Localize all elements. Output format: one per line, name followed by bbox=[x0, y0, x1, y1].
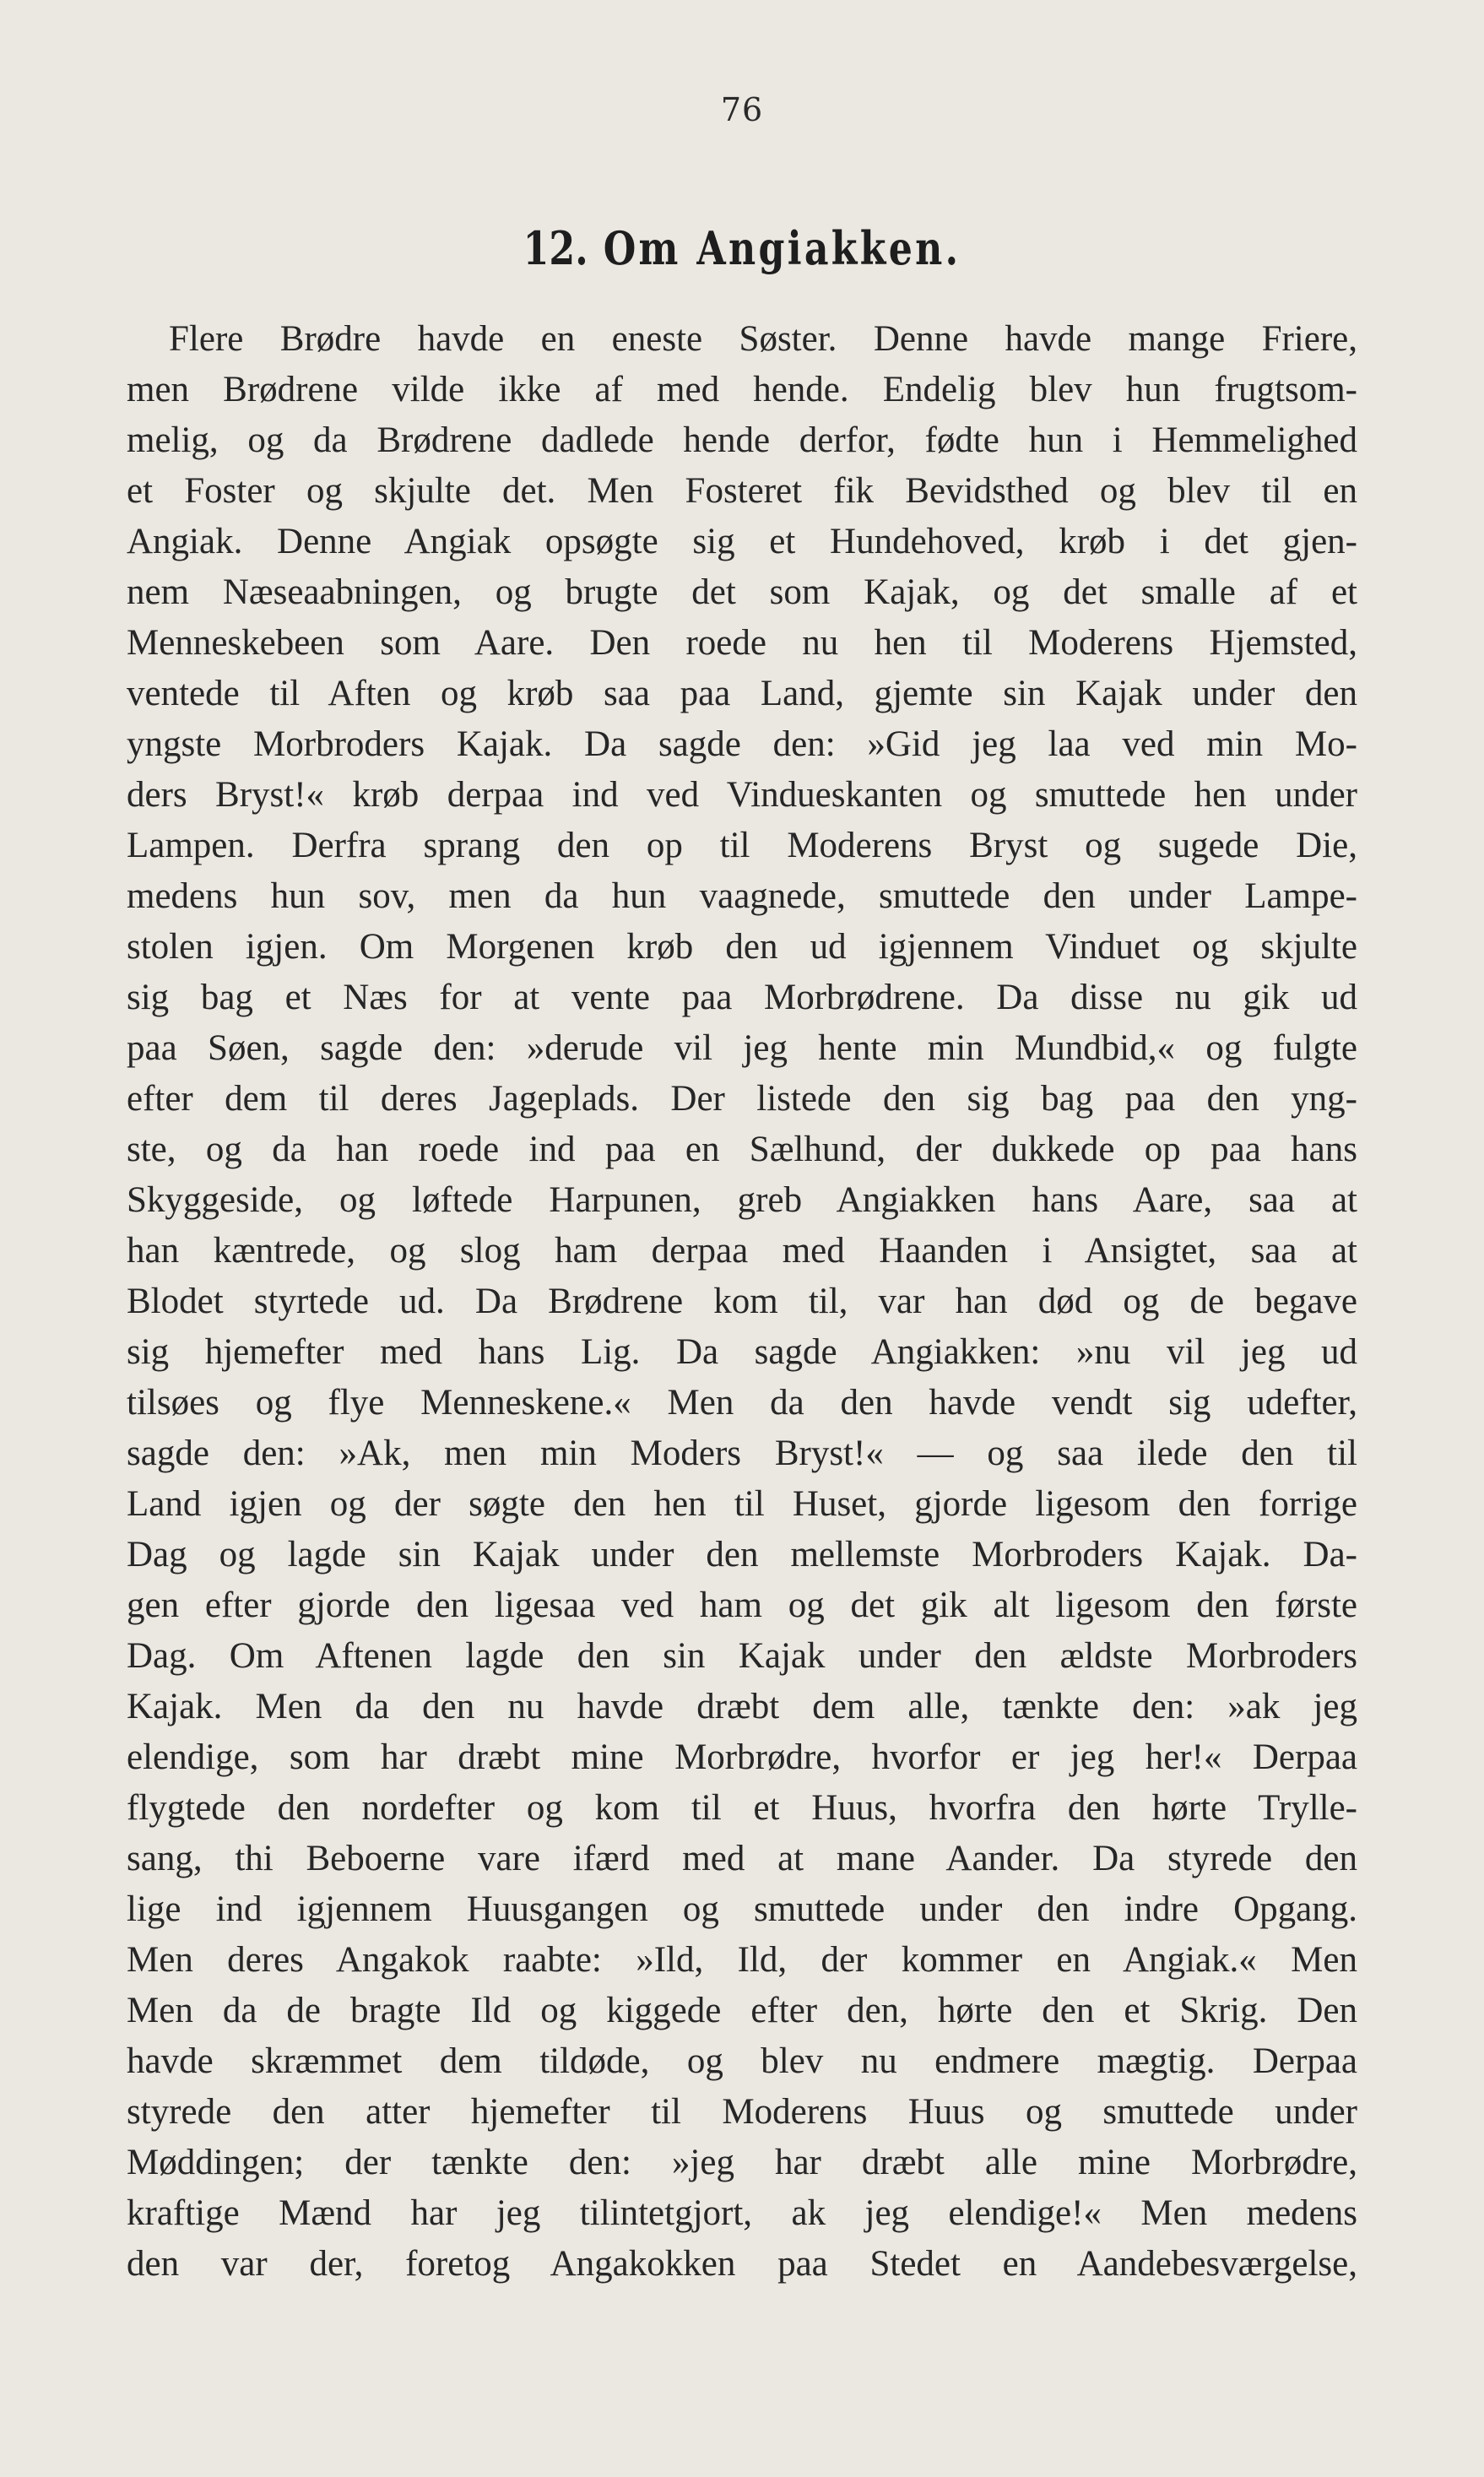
text-line: Dag. Om Aftenen lagde den sin Kajak under den ældste Morbroders bbox=[127, 1636, 1357, 1676]
text-line: flygtede den nordefter og kom til et Huus, hvorfra den hørte Trylle- bbox=[127, 1788, 1357, 1828]
body-text bbox=[127, 314, 1357, 2290]
text-line: sagde den: »Ak, men min Moders Bryst!« — og saa ilede den til bbox=[127, 1434, 1357, 1473]
text-line: sang, thi Beboerne vare ifærd med at mane Aander. Da styrede den bbox=[127, 1839, 1357, 1878]
text-line: gen efter gjorde den ligesaa ved ham og det gik alt ligesom den første bbox=[127, 1585, 1357, 1625]
text-line: han kæntrede, og slog ham derpaa med Haanden i Ansigtet, saa at bbox=[127, 1231, 1357, 1271]
text-line: ste, og da han roede ind paa en Sælhund, der dukkede op paa hans bbox=[127, 1130, 1357, 1169]
text-line: Men deres Angakok raabte: »Ild, Ild, der kommer en Angiak.« Men bbox=[127, 1940, 1357, 1980]
text-line: Kajak. Men da den nu havde dræbt dem alle, tænkte den: »ak jeg bbox=[127, 1687, 1357, 1726]
text-line: tilsøes og flye Menneskene.« Men da den havde vendt sig udefter, bbox=[127, 1383, 1357, 1423]
text-line: Blodet styrtede ud. Da Brødrene kom til, var han død og de begave bbox=[127, 1282, 1357, 1321]
text-line: lige ind igjennem Huusgangen og smuttede under den indre Opgang. bbox=[127, 1889, 1357, 1929]
text-line: medens hun sov, men da hun vaagnede, smuttede den under Lampe- bbox=[127, 876, 1357, 916]
text-line: ders Bryst!« krøb derpaa ind ved Vindueskanten og smuttede hen under bbox=[127, 775, 1357, 815]
text-line: et Foster og skjulte det. Men Fosteret fik Bevidsthed og blev til en bbox=[127, 471, 1357, 511]
text-line: havde skræmmet dem tildøde, og blev nu endmere mægtig. Derpaa bbox=[127, 2041, 1357, 2081]
text-line: stolen igjen. Om Morgenen krøb den ud igjennem Vinduet og skjulte bbox=[127, 927, 1357, 967]
text-line: nem Næseaabningen, og brugte det som Kajak, og det smalle af et bbox=[127, 572, 1357, 612]
text-line: ventede til Aften og krøb saa paa Land, gjemte sin Kajak under den bbox=[127, 674, 1357, 713]
text-line: Menneskebeen som Aare. Den roede nu hen til Moderens Hjemsted, bbox=[127, 623, 1357, 663]
text-line: styrede den atter hjemefter til Moderens Huus og smuttede under bbox=[127, 2092, 1357, 2132]
text-line: yngste Morbroders Kajak. Da sagde den: »Gid jeg laa ved min Mo- bbox=[127, 724, 1357, 764]
text-line: Angiak. Denne Angiak opsøgte sig et Hundehoved, krøb i det gjen- bbox=[127, 522, 1357, 561]
text-line: Men da de bragte Ild og kiggede efter den, hørte den et Skrig. Den bbox=[127, 1991, 1357, 2030]
chapter-number: 12. bbox=[523, 221, 588, 275]
text-line: paa Søen, sagde den: »derude vil jeg hente min Mundbid,« og fulgte bbox=[127, 1028, 1357, 1068]
text-line: melig, og da Brødrene dadlede hende derfor, fødte hun i Hemmelighed bbox=[127, 420, 1357, 460]
text-line: men Brødrene vilde ikke af med hende. Endelig blev hun frugtsom- bbox=[127, 370, 1357, 409]
text-line: efter dem til deres Jageplads. Der listede den sig bag paa den yng- bbox=[127, 1079, 1357, 1119]
text-line: elendige, som har dræbt mine Morbrødre, hvorfor er jeg her!« Derpaa bbox=[127, 1737, 1357, 1777]
text-line: Dag og lagde sin Kajak under den mellemste Morbroders Kajak. Da- bbox=[127, 1535, 1357, 1575]
text-line: sig hjemefter med hans Lig. Da sagde Angiakken: »nu vil jeg ud bbox=[127, 1332, 1357, 1372]
page-number: 76 bbox=[720, 91, 764, 128]
text-line: Møddingen; der tænkte den: »jeg har dræbt alle mine Morbrødre, bbox=[127, 2143, 1357, 2182]
text-line: Lampen. Derfra sprang den op til Moderens Bryst og sugede Die, bbox=[127, 826, 1357, 865]
chapter-name: Om Angiakken. bbox=[603, 221, 961, 275]
text-line: Skyggeside, og løftede Harpunen, greb Angiakken hans Aare, saa at bbox=[127, 1180, 1357, 1220]
text-line: Flere Brødre havde en eneste Søster. Denne havde mange Friere, bbox=[169, 319, 1357, 359]
text-line: den var der, foretog Angakokken paa Stedet en Aandebesværgelse, bbox=[127, 2244, 1357, 2284]
text-line: Land igjen og der søgte den hen til Huset, gjorde ligesom den forrige bbox=[127, 1484, 1357, 1524]
chapter-title bbox=[133, 221, 1351, 275]
text-line: kraftige Mænd har jeg tilintetgjort, ak jeg elendige!« Men medens bbox=[127, 2193, 1357, 2233]
text-line: sig bag et Næs for at vente paa Morbrødrene. Da disse nu gik ud bbox=[127, 978, 1357, 1017]
